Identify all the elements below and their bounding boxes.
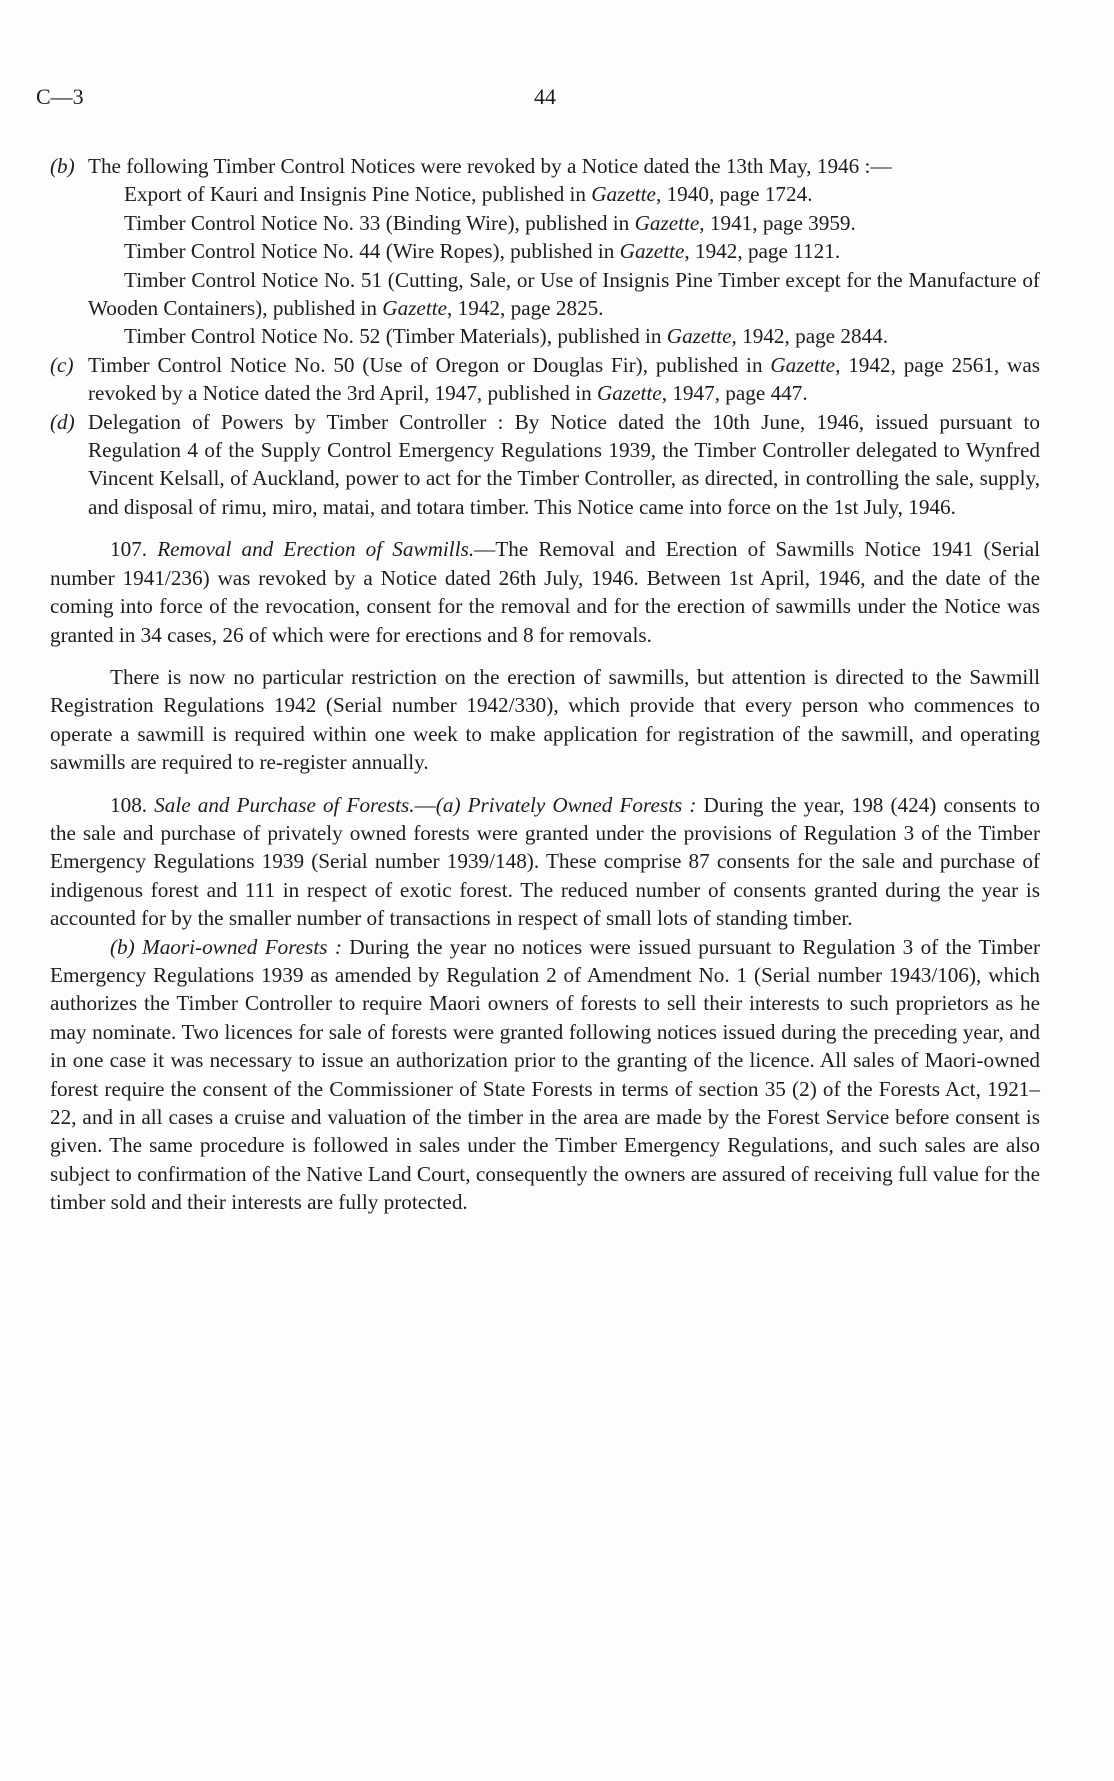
revoked-notice: Timber Control Notice No. 33 (Binding Wire), published in Gazette, 1941, page 3959.: [124, 210, 856, 235]
revoked-notice: Timber Control Notice No. 51 (Cutting, Sale, or Use of Insignis Pine Timber except for the Manufacture of Wooden Containers), published in Gazette, 1942, page 2825.: [88, 267, 1040, 321]
item-text: Delegation of Powers by Timber Controller : By Notice dated the 10th June, 1946, issued pursuant to Regulation 4 of the Supply Control Emergency Regulations 1939, the Timber Controller delegated to Wynfred Vincent Kelsall, of Auckland, power to act for the Timber Controller, as directed, in controlling the sale, supply, and disposal of rimu, miro, matai, and totara timber. This Notice came into force on the 1st July, 1946.: [88, 409, 1040, 519]
item-b-intro: [50, 152, 1040, 180]
page-header: [36, 84, 1078, 114]
revoked-notice: Timber Control Notice No. 44 (Wire Ropes), published in Gazette, 1942, page 1121.: [124, 239, 841, 264]
section-107: 107. Removal and Erection of Sawmills.—The Removal and Erection of Sawmills Notice 1941 (Serial number 1941/236) was revoked by a Notice dated 26th July, 1946. Between 1st April, 1946, and the date of the coming into force of the revocation, consent for the removal and for the erection of sawmills under the Notice was granted in 34 cases, 26 of which were for erections and 8 for removals.: [50, 537, 1040, 647]
item-text: Timber Control Notice No. 50 (Use of Oregon or Douglas Fir), published in Gazette, 1942, page 2561, was revoked by a Notice dated the 3rd April, 1947, published in Gazette, 1947, page 447.: [88, 352, 1040, 406]
item-c: [50, 351, 1040, 408]
item-d: [50, 408, 1040, 522]
item-label: (d): [50, 409, 75, 434]
section-108: 108. Sale and Purchase of Forests.—(a) Privately Owned Forests : During the year, 198 (424) consents to the sale and purchase of privately owned forests were granted under the provisions of Regulation 3 of the Timber Emergency Regulations 1939 (Serial number 1939/148). These comprise 87 consents for the sale and purchase of indigenous forest and 111 in respect of exotic forest. The reduced number of consents granted during the year is accounted for by the smaller number of transactions in respect of small lots of standing timber.: [50, 792, 1040, 931]
section-108-b: (b) Maori-owned Forests : During the year no notices were issued pursuant to Regulation 3 of the Timber Emergency Regulations 1939 as amended by Regulation 2 of Amendment No. 1 (Serial number 1943/106), which authorizes the Timber Controller to require Maori owners of forests to sell their interests to such proprietors as he may nominate. Two licences for sale of forests were granted following notices issued during the preceding year, and in one case it was necessary to issue an authorization prior to the granting of the licence. All sales of Maori-owned forest require the consent of the Commissioner of State Forests in terms of section 35 (2) of the Forests Act, 1921–22, and in all cases a cruise and valuation of the timber in the area are made by the Forest Service before consent is given. The same procedure is followed in sales under the Timber Emergency Regulations, and such sales are also subject to confirmation of the Native Land Court, consequently the owners are assured of receiving full value for the timber sold and their interests are fully protected.: [50, 934, 1041, 1215]
page-number: 44: [534, 84, 556, 109]
item-label: (b): [50, 154, 75, 178]
revoked-notice: Export of Kauri and Insignis Pine Notice, published in Gazette, 1940, page 1724.: [124, 182, 813, 207]
revoked-notice: Timber Control Notice No. 52 (Timber Materials), published in Gazette, 1942, page 2844.: [124, 324, 889, 349]
item-text: The following Timber Control Notices were revoked by a Notice dated the 13th May, 1946 :—: [88, 154, 892, 178]
document-body: [50, 152, 1040, 1217]
item-label: (c): [50, 352, 74, 377]
report-code: C—3: [36, 84, 84, 109]
section-107-paragraph-2: There is now no particular restriction on the erection of sawmills, but attention is directed to the Sawmill Registration Regulations 1942 (Serial number 1942/330), which provide that every person who commences to operate a sawmill is required within one week to make application for registration of the sawmill, and operating sawmills are required to re-register annually.: [50, 664, 1040, 775]
